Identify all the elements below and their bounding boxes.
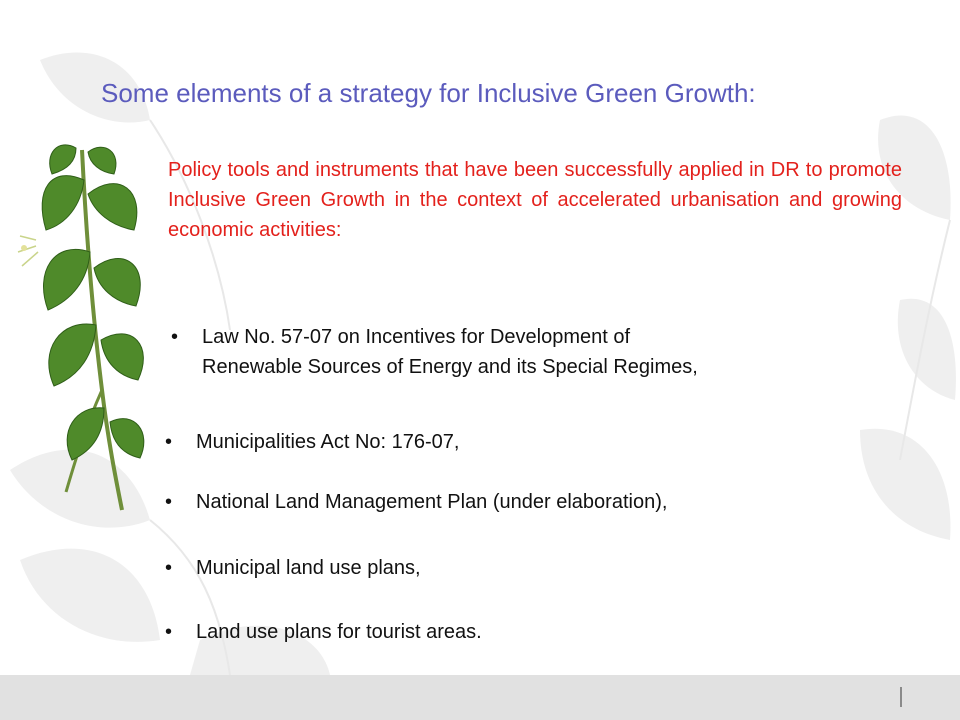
slide-title: Some elements of a strategy for Inclusive Green Growth: [101,78,756,108]
bullet-marker: • [171,326,179,348]
bullet-marker: • [165,621,173,643]
bullet-item-municipalities-act [165,427,459,457]
bullet-item-land-management-plan [165,487,667,517]
bullet-marker: • [165,557,173,579]
bullet-item-law [171,322,698,382]
page-marker [900,687,902,707]
bullet-item-municipal-land-use [165,553,421,583]
footer-bar [0,675,960,720]
bullet-text-line: Municipal land use plans, [196,557,421,579]
bullet-text-line: Land use plans for tourist areas. [196,621,482,643]
intro-paragraph: Policy tools and instruments that have been successfully applied in DR to promote Inclusive Green Growth in the context of accelerated urbanisation and growing economic activities: [168,159,902,241]
bullet-text-line: Renewable Sources of Energy and its Special Regimes, [202,356,698,378]
bullet-text-line: Municipalities Act No: 176-07, [196,431,460,453]
bullet-text-line: National Land Management Plan (under elaboration), [196,491,668,513]
bullet-text-line: Law No. 57-07 on Incentives for Development of [202,326,631,348]
bullet-marker: • [165,431,173,453]
bullet-marker: • [165,491,173,513]
bullet-item-tourist-areas [165,617,482,647]
